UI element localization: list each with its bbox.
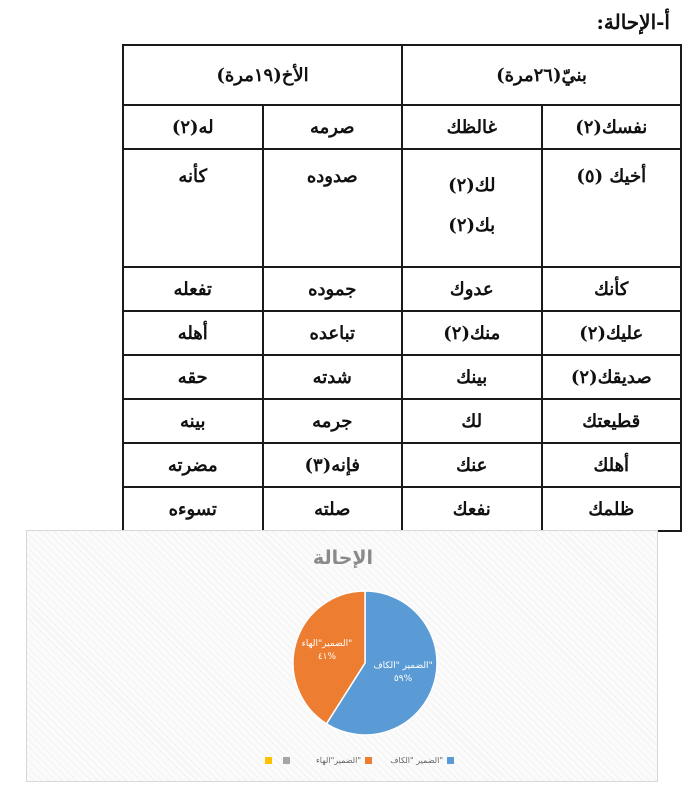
legend-swatch	[265, 757, 272, 764]
table-cell: قطيعتك	[542, 399, 682, 443]
table-cell: مضرته	[123, 443, 263, 487]
table-cell: أهله	[123, 311, 263, 355]
legend-label: الضمير"الهاء"	[316, 756, 361, 765]
header-akh: الأخ(١٩مرة)	[123, 45, 402, 105]
chart-title: الإحالة	[312, 547, 374, 569]
table-cell: نفسك(٢)	[542, 105, 682, 149]
table-row	[123, 105, 681, 149]
reference-table	[122, 44, 682, 532]
pie-chart	[27, 531, 659, 783]
legend-swatch	[283, 757, 290, 764]
section-heading: أ-الإحالة:	[596, 10, 670, 34]
table-cell: بينك	[402, 355, 542, 399]
table-cell: بينه	[123, 399, 263, 443]
table-cell: عنك	[402, 443, 542, 487]
table-cell: صلته	[263, 487, 403, 531]
legend-label: الضمير "الكاف"	[390, 756, 443, 765]
table-row	[123, 267, 681, 311]
table-row	[123, 355, 681, 399]
table-cell: لك	[402, 399, 542, 443]
table-cell: تفعله	[123, 267, 263, 311]
table-cell: تباعده	[263, 311, 403, 355]
table-cell: تسوءه	[123, 487, 263, 531]
table-cell: له(٢)	[123, 105, 263, 149]
table-cell: غالظك	[402, 105, 542, 149]
slice-data-label: الضمير "الكاف" ٥٩%	[373, 661, 433, 685]
table-cell: منك(٢)	[402, 311, 542, 355]
header-bunayya: بنيّ(٢٦مرة)	[402, 45, 681, 105]
cell-line: لك(٢)	[448, 175, 496, 196]
legend-swatch	[365, 757, 372, 764]
slice-data-label: الضمير"الهاء" ٤١%	[301, 638, 353, 662]
cell-line: بك(٢)	[448, 215, 496, 236]
legend-swatch	[447, 757, 454, 764]
table-cell: كأنه	[123, 149, 263, 267]
table-cell: عدوك	[402, 267, 542, 311]
table-cell: عليك(٢)	[542, 311, 682, 355]
table-header-row	[123, 45, 681, 105]
table-cell: شدته	[263, 355, 403, 399]
table-cell: أخيك (٥)	[542, 149, 682, 267]
table-cell: نفعك	[402, 487, 542, 531]
table-cell: ظلمك	[542, 487, 682, 531]
table-cell: صرمه	[263, 105, 403, 149]
table-cell-multiline	[402, 149, 542, 267]
table-cell: صديقك(٢)	[542, 355, 682, 399]
table-cell: حقه	[123, 355, 263, 399]
table-cell: فإنه(٣)	[263, 443, 403, 487]
table-cell: كأنك	[542, 267, 682, 311]
table-cell: صدوده	[263, 149, 403, 267]
table-cell: جرمه	[263, 399, 403, 443]
table-cell: جموده	[263, 267, 403, 311]
table-row	[123, 311, 681, 355]
table-cell: أهلك	[542, 443, 682, 487]
table-row	[123, 487, 681, 531]
table-row	[123, 399, 681, 443]
table-row	[123, 443, 681, 487]
table-row	[123, 149, 681, 267]
chart-area	[26, 530, 658, 782]
